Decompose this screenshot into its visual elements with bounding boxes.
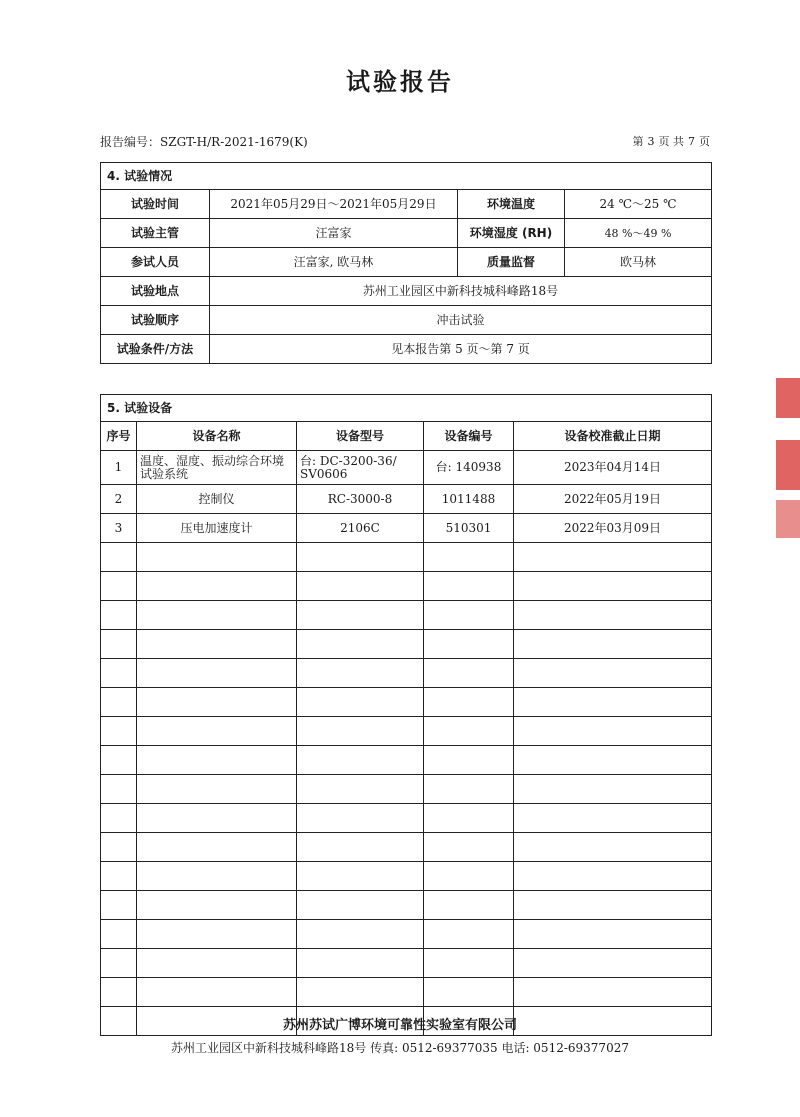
report-number-value: SZGT-H/R-2021-1679(K): [160, 135, 308, 149]
empty-cell: [424, 775, 514, 804]
page-suffix: 页: [699, 135, 710, 148]
empty-table-row: [101, 920, 712, 949]
row-cal-date: 2022年03月09日: [514, 514, 712, 543]
empty-cell: [137, 659, 297, 688]
empty-cell: [297, 833, 424, 862]
empty-cell: [101, 659, 137, 688]
empty-cell: [424, 717, 514, 746]
empty-cell: [514, 659, 712, 688]
empty-table-row: [101, 978, 712, 1007]
report-number-label: 报告编号：: [100, 135, 161, 149]
empty-cell: [424, 572, 514, 601]
empty-cell: [101, 746, 137, 775]
section-4-title: 4. 试验情况: [101, 163, 712, 190]
empty-cell: [424, 688, 514, 717]
empty-cell: [297, 978, 424, 1007]
page-indicator: [600, 133, 710, 149]
empty-cell: [514, 572, 712, 601]
empty-cell: [514, 833, 712, 862]
empty-table-row: [101, 746, 712, 775]
empty-cell: [101, 572, 137, 601]
row-id: 台: 140938: [424, 451, 514, 485]
test-conditions-table: [100, 162, 712, 364]
supervisor-value: 汪富家: [210, 219, 458, 248]
col-header-name: 设备名称: [137, 422, 297, 451]
empty-cell: [297, 920, 424, 949]
empty-cell: [137, 543, 297, 572]
empty-cell: [101, 833, 137, 862]
empty-cell: [297, 746, 424, 775]
col-header-cal-date: 设备校准截止日期: [514, 422, 712, 451]
table-row: [101, 485, 712, 514]
empty-cell: [137, 833, 297, 862]
empty-cell: [424, 833, 514, 862]
col-header-id: 设备编号: [424, 422, 514, 451]
col-header-model: 设备型号: [297, 422, 424, 451]
row-id: 1011488: [424, 485, 514, 514]
seal-fragment-middle: [776, 440, 800, 490]
env-humidity-value: 48 %～49 %: [565, 219, 712, 248]
empty-cell: [424, 862, 514, 891]
empty-cell: [101, 630, 137, 659]
empty-cell: [297, 717, 424, 746]
empty-cell: [514, 978, 712, 1007]
env-temp-label: 环境温度: [458, 190, 565, 219]
location-label: 试验地点: [101, 277, 210, 306]
report-title: 试验报告: [346, 68, 454, 96]
empty-table-row: [101, 688, 712, 717]
empty-table-row: [101, 804, 712, 833]
test-time-value: 2021年05月29日～2021年05月29日: [210, 190, 458, 219]
empty-cell: [101, 717, 137, 746]
footer-company: 苏州苏试广博环境可靠性实验室有限公司: [282, 1018, 517, 1033]
empty-cell: [297, 775, 424, 804]
empty-cell: [101, 775, 137, 804]
section-5-title: 5. 试验设备: [101, 395, 712, 422]
page-total: 7: [688, 135, 695, 148]
empty-cell: [137, 601, 297, 630]
empty-cell: [137, 891, 297, 920]
empty-cell: [424, 746, 514, 775]
conditions-label: 试验条件/方法: [101, 335, 210, 364]
env-humidity-label: 环境湿度 (RH): [458, 219, 565, 248]
empty-cell: [101, 804, 137, 833]
empty-cell: [424, 949, 514, 978]
quality-value: 欧马林: [565, 248, 712, 277]
row-name: 温度、湿度、振动综合环境试验系统: [137, 451, 297, 485]
row-cal-date: 2022年05月19日: [514, 485, 712, 514]
seal-fragment-bottom: [776, 500, 800, 538]
empty-cell: [137, 688, 297, 717]
row-model: RC-3000-8: [297, 485, 424, 514]
empty-cell: [137, 572, 297, 601]
empty-cell: [514, 891, 712, 920]
row-cal-date: 2023年04月14日: [514, 451, 712, 485]
table-row: [101, 514, 712, 543]
empty-cell: [424, 920, 514, 949]
empty-cell: [101, 920, 137, 949]
location-value: 苏州工业园区中新科技城科峰路18号: [210, 277, 712, 306]
empty-cell: [424, 804, 514, 833]
empty-cell: [514, 601, 712, 630]
empty-cell: [137, 804, 297, 833]
empty-cell: [137, 630, 297, 659]
empty-cell: [424, 978, 514, 1007]
empty-cell: [297, 659, 424, 688]
page-prefix: 第: [632, 135, 644, 148]
empty-cell: [101, 601, 137, 630]
empty-cell: [514, 630, 712, 659]
empty-cell: [424, 601, 514, 630]
sequence-value: 冲击试验: [210, 306, 712, 335]
empty-cell: [137, 949, 297, 978]
empty-cell: [424, 543, 514, 572]
row-model: 台: DC-3200-36/ SV0606: [297, 451, 424, 485]
row-name: 压电加速度计: [137, 514, 297, 543]
empty-table-row: [101, 543, 712, 572]
supervisor-label: 试验主管: [101, 219, 210, 248]
empty-cell: [137, 862, 297, 891]
empty-cell: [101, 543, 137, 572]
empty-cell: [514, 717, 712, 746]
row-model: 2106C: [297, 514, 424, 543]
empty-cell: [297, 804, 424, 833]
participants-label: 参试人员: [101, 248, 210, 277]
participants-value: 汪富家, 欧马林: [210, 248, 458, 277]
page-mid: 页 共: [658, 135, 684, 148]
empty-cell: [101, 949, 137, 978]
table-row: [101, 451, 712, 485]
empty-table-row: [101, 630, 712, 659]
empty-table-row: [101, 572, 712, 601]
empty-cell: [514, 949, 712, 978]
empty-cell: [514, 543, 712, 572]
empty-cell: [297, 862, 424, 891]
empty-cell: [297, 949, 424, 978]
empty-cell: [137, 978, 297, 1007]
empty-table-row: [101, 601, 712, 630]
page-current: 3: [647, 135, 655, 148]
row-no: 3: [101, 514, 137, 543]
col-header-no: 序号: [101, 422, 137, 451]
empty-cell: [137, 717, 297, 746]
empty-cell: [514, 862, 712, 891]
empty-cell: [101, 862, 137, 891]
empty-cell: [514, 746, 712, 775]
quality-label: 质量监督: [458, 248, 565, 277]
report-number: [100, 133, 308, 150]
empty-cell: [297, 572, 424, 601]
seal-fragment-top: [776, 378, 800, 418]
empty-cell: [424, 891, 514, 920]
empty-cell: [137, 920, 297, 949]
footer-contact: 苏州工业园区中新科技城科峰路18号 传真: 0512-69377035 电话: 0512-69377027: [171, 1041, 629, 1055]
empty-cell: [137, 746, 297, 775]
empty-cell: [297, 891, 424, 920]
empty-cell: [424, 659, 514, 688]
empty-table-row: [101, 949, 712, 978]
conditions-value: 见本报告第 5 页～第 7 页: [210, 335, 712, 364]
empty-cell: [101, 688, 137, 717]
empty-table-row: [101, 717, 712, 746]
row-no: 1: [101, 451, 137, 485]
empty-cell: [101, 978, 137, 1007]
empty-cell: [514, 775, 712, 804]
empty-table-row: [101, 862, 712, 891]
test-time-label: 试验时间: [101, 190, 210, 219]
sequence-label: 试验顺序: [101, 306, 210, 335]
empty-cell: [514, 920, 712, 949]
empty-table-row: [101, 659, 712, 688]
empty-cell: [297, 688, 424, 717]
empty-cell: [297, 543, 424, 572]
empty-cell: [101, 891, 137, 920]
equipment-table: [100, 394, 712, 1036]
row-id: 510301: [424, 514, 514, 543]
empty-table-row: [101, 891, 712, 920]
row-no: 2: [101, 485, 137, 514]
empty-table-row: [101, 775, 712, 804]
row-name: 控制仪: [137, 485, 297, 514]
empty-cell: [297, 630, 424, 659]
empty-table-row: [101, 833, 712, 862]
empty-cell: [424, 630, 514, 659]
empty-cell: [297, 601, 424, 630]
empty-cell: [514, 804, 712, 833]
env-temp-value: 24 ℃～25 ℃: [565, 190, 712, 219]
empty-cell: [137, 775, 297, 804]
empty-cell: [514, 688, 712, 717]
